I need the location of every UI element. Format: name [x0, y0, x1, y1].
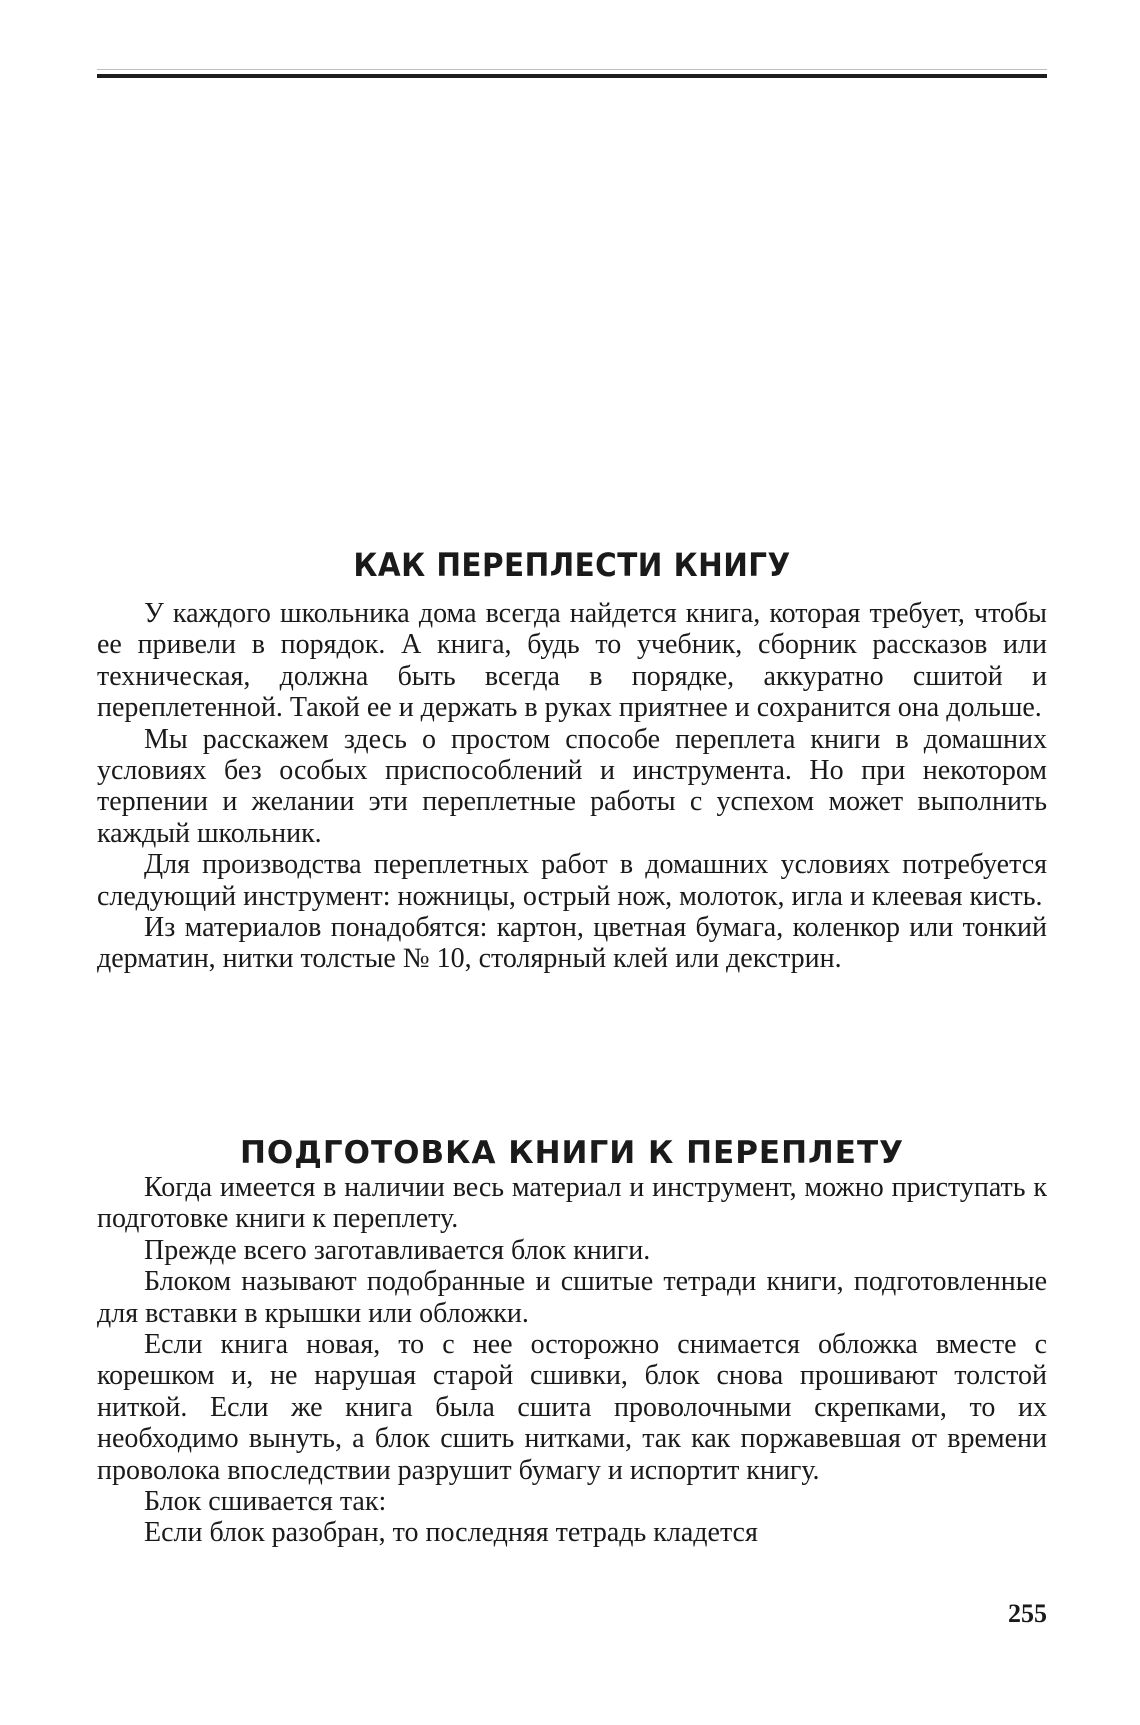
section-paragraph-2: Прежде всего заготавливается блок книги.	[144, 1234, 651, 1266]
section-text	[97, 1172, 1047, 1549]
page-title: КАК ПЕРЕПЛЕСТИ КНИГУ	[353, 546, 791, 585]
top-rule	[97, 74, 1047, 78]
intro-paragraph-3: Для производства переплетных работ в домашних условиях потребуется следующий инструмент: ножницы, острый нож, молоток, игла и клеевая кисть.	[97, 849, 1047, 912]
section-paragraph-1: Когда имеется в наличии весь материал и инструмент, можно приступать к подготовке книги к переплету.	[97, 1172, 1047, 1235]
intro-paragraph-4: Из материалов понадобятся: картон, цветная бумага, коленкор или тонкий дерматин, нитки толстые № 10, столярный клей или декстрин.	[97, 912, 1047, 975]
section-title: ПОДГОТОВКА КНИГИ К ПЕРЕПЛЕТУ	[239, 1134, 905, 1171]
section-paragraph-5: Блок сшивается так:	[144, 1486, 387, 1518]
section-paragraph-6: Если блок разобран, то последняя тетрадь кладется	[144, 1517, 758, 1549]
section-paragraph-4: Если книга новая, то с нее осторожно снимается обложка вместе с корешком и, не нарушая старой сшивки, блок снова прошивают толстой ниткой. Если же книга была сшита проволочными скрепками, то их необходимо вынуть, а блок сшить нитками, так как поржавевшая от времени проволока впоследствии разрушит бумагу и испортит книгу.	[97, 1329, 1047, 1486]
intro-text	[97, 598, 1047, 975]
top-rule-shadow	[97, 69, 1047, 70]
section-paragraph-3: Блоком называют подобранные и сшитые тетради книги, подготовленные для вставки в крышки или обложки.	[97, 1266, 1047, 1329]
intro-paragraph-2: Мы расскажем здесь о простом способе переплета книги в домашних условиях без особых приспособлений и инструмента. Но при некотором терпении и желании эти переплетные работы с успехом может выполнить каждый школьник.	[97, 723, 1047, 849]
page-number: 255	[1008, 1599, 1047, 1628]
intro-paragraph-1: У каждого школьника дома всегда найдется книга, которая требует, чтобы ее привели в порядок. А книга, будь то учебник, сборник рассказов или техническая, должна быть всегда в порядке, аккуратно сшитой и переплетенной. Такой ее и держать в руках приятнее и сохранится она дольше.	[97, 598, 1047, 724]
